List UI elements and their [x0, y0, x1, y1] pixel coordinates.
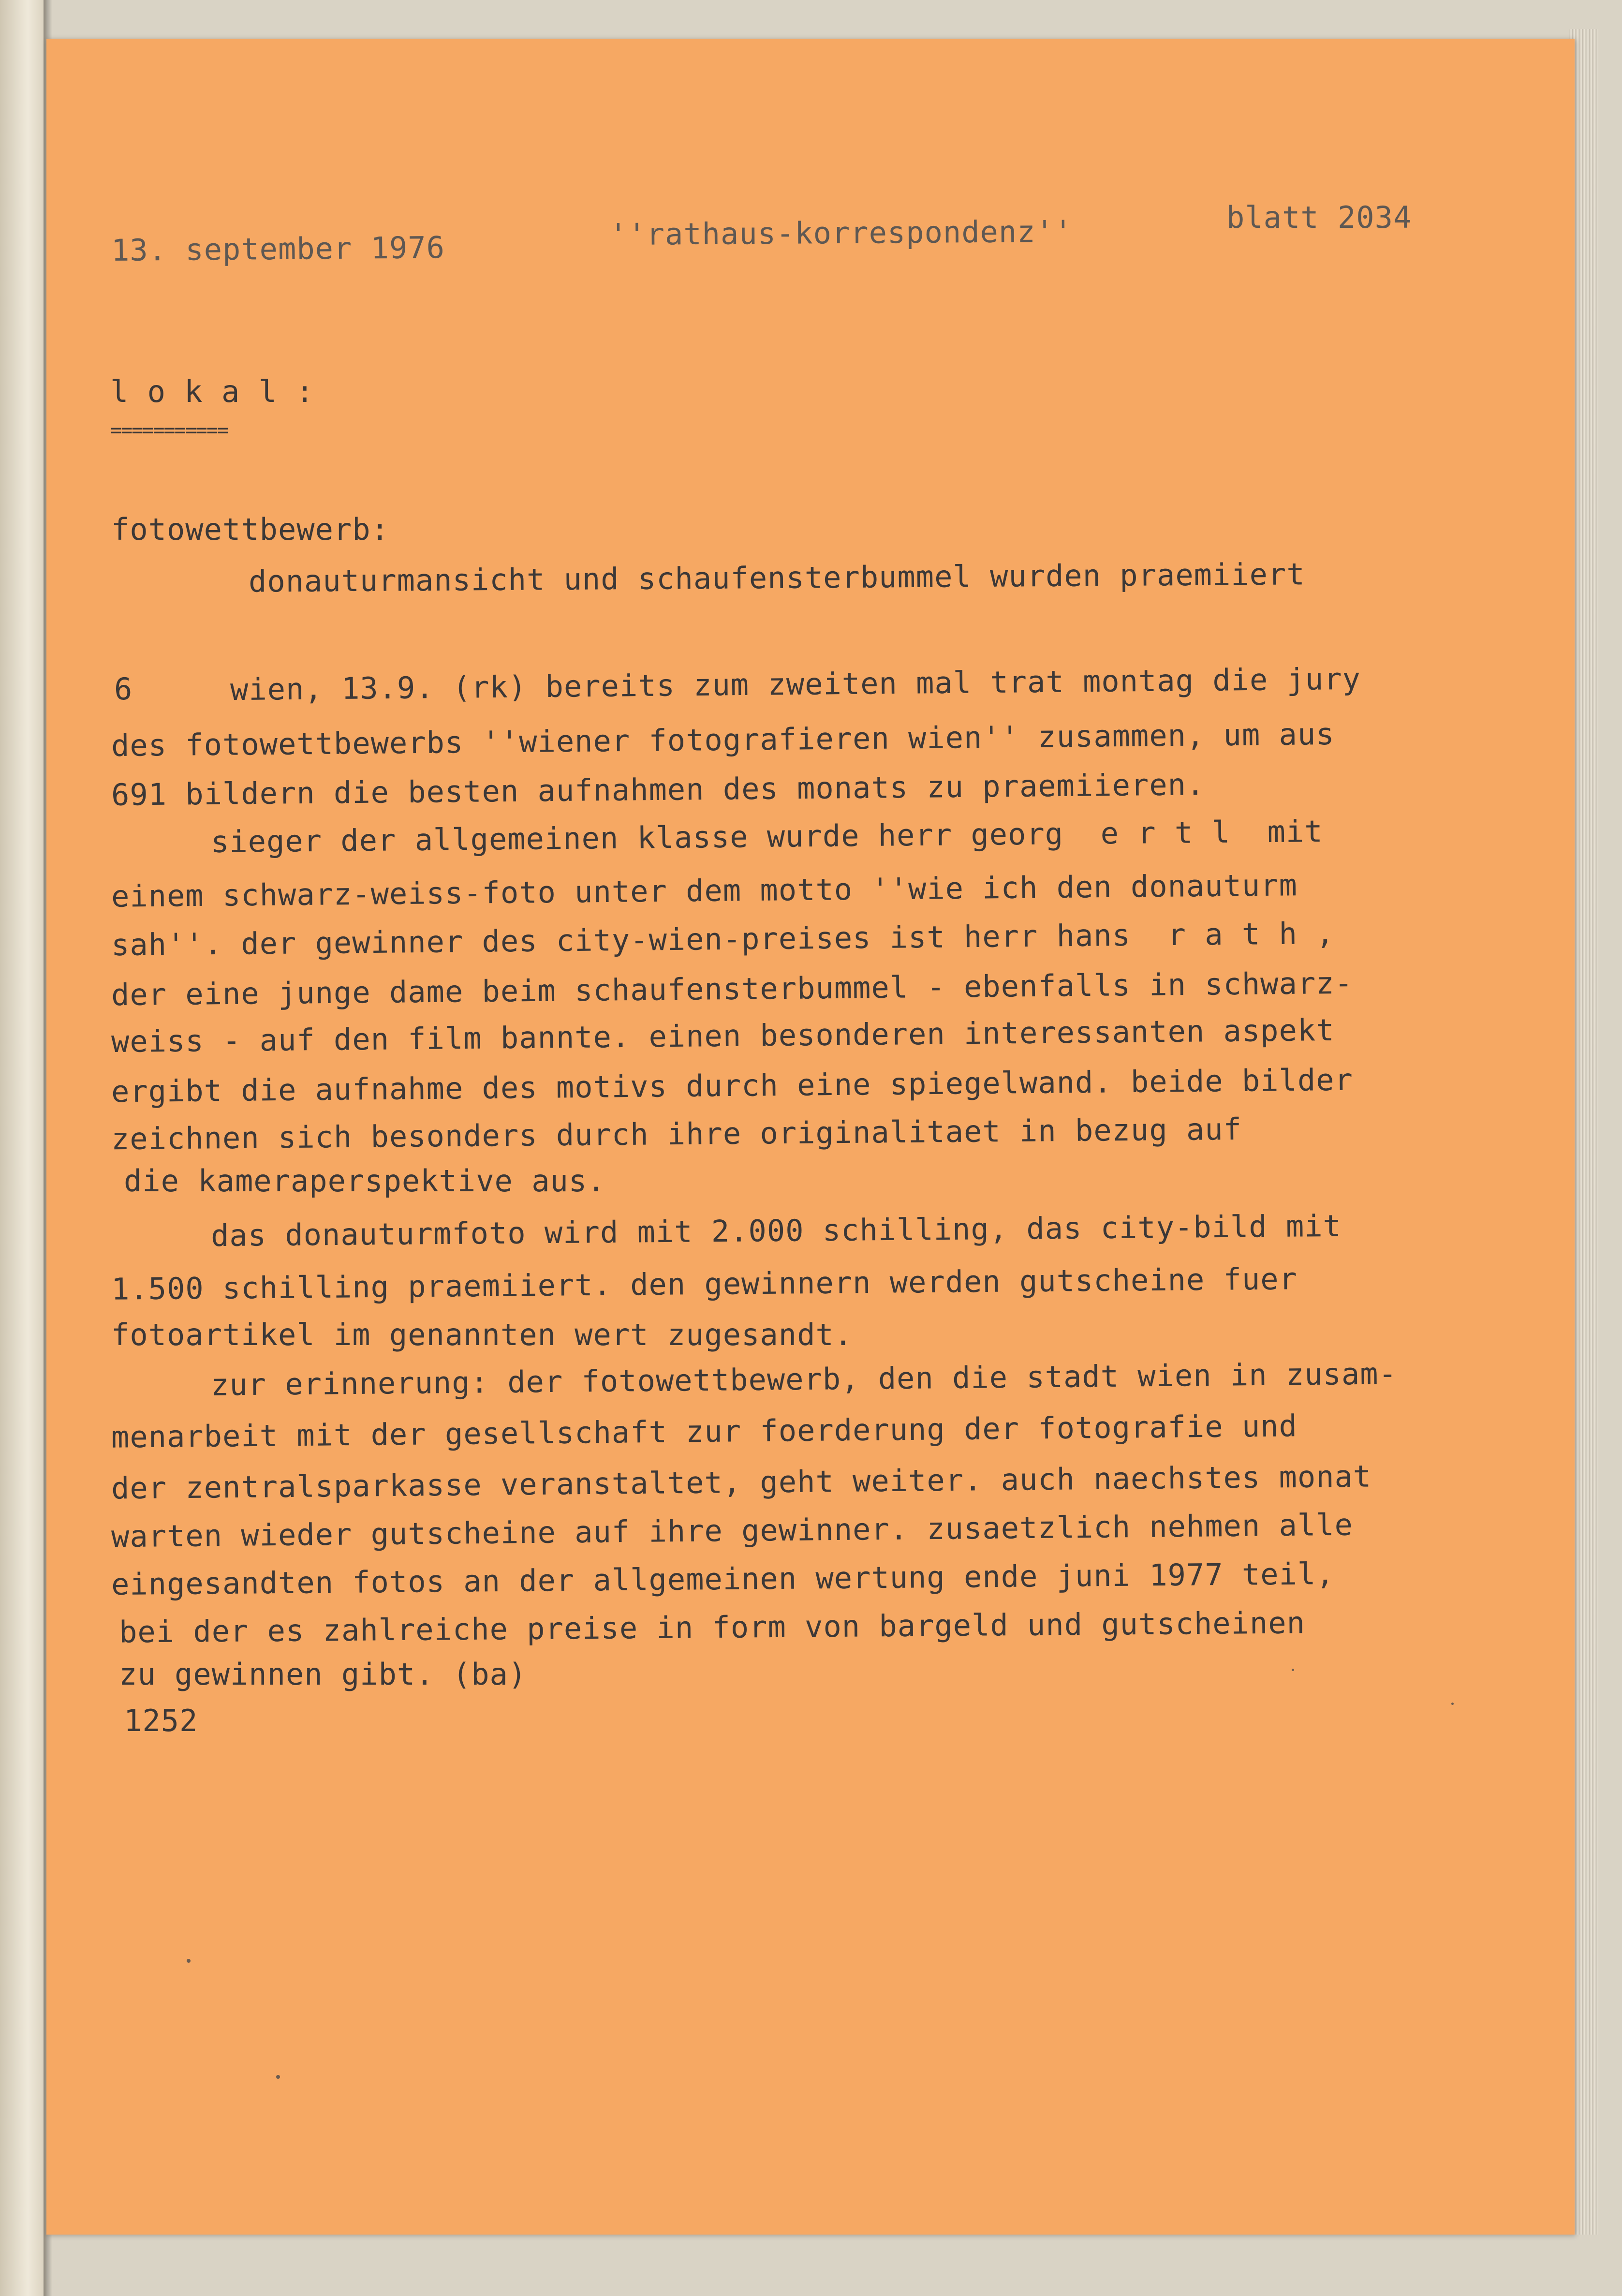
body-line: der zentralsparkasse veranstaltet, geht weiter. auch naechstes monat [111, 1458, 1372, 1506]
body-line: fotoartikel im genannten wert zugesandt. [111, 1317, 853, 1352]
body-line: warten wieder gutscheine auf ihre gewinner. zusaetzlich nehmen alle [111, 1507, 1354, 1555]
body-line: der eine junge dame beim schaufensterbummel - ebenfalls in schwarz- [111, 965, 1354, 1013]
margin-number: 6 [114, 671, 133, 707]
body-line: einem schwarz-weiss-foto unter dem motto ''wie ich den donauturm [111, 867, 1298, 914]
body-line: zur erinnerung: der fotowettbewerb, den die stadt wien in zusam- [210, 1356, 1398, 1403]
body-line: das donauturmfoto wird mit 2.000 schilling, das city-bild mit [210, 1208, 1342, 1254]
paper-speck [1292, 1669, 1294, 1671]
body-line: 1.500 schilling praemiiert. den gewinnern werden gutscheine fuer [111, 1261, 1298, 1307]
paper-speck [1451, 1703, 1454, 1705]
document-sheet [46, 39, 1575, 2235]
body-line: sah''. der gewinner des city-wien-preises ist herr hans r a t h , [111, 915, 1335, 963]
body-line: des fotowettbewerbs ''wiener fotografieren wien'' zusammen, um aus [111, 716, 1335, 764]
article-subheadline: donauturmansicht und schaufensterbummel wurden praemiiert [248, 556, 1305, 599]
paper-speck [187, 1959, 191, 1963]
body-line: 691 bildern die besten aufnahmen des monats zu praemiieren. [111, 767, 1205, 813]
body-line: ergibt die aufnahme des motivs durch eine spiegelwand. beide bilder [111, 1062, 1354, 1110]
body-line: weiss - auf den film bannte. einen besonderen interessanten aspekt [111, 1012, 1335, 1060]
footer-number: 1252 [124, 1703, 198, 1738]
body-line: eingesandten fotos an der allgemeinen wertung ende juni 1977 teil, [111, 1555, 1335, 1602]
body-line: zeichnen sich besonders durch ihre originalitaet in bezug auf [111, 1111, 1242, 1157]
section-underline: =========== [110, 419, 228, 442]
section-label: l o k a l : [110, 374, 314, 409]
body-line: wien, 13.9. (rk) bereits zum zweiten mal trat montag die jury [230, 661, 1361, 708]
header-sheet-number: blatt 2034 [1226, 200, 1412, 235]
body-line: zu gewinnen gibt. (ba) [119, 1657, 527, 1692]
article-headline: fotowettbewerb: [111, 512, 389, 547]
paper-speck [276, 2075, 280, 2079]
body-line: bei der es zahlreiche preise in form von bargeld und gutscheinen [118, 1605, 1306, 1650]
body-line: sieger der allgemeinen klasse wurde herr georg e r t l mit [210, 813, 1323, 860]
body-line: menarbeit mit der gesellschaft zur foerderung der fotografie und [111, 1408, 1298, 1455]
left-page-edge [0, 0, 46, 2296]
header-date: 13. september 1976 [111, 229, 445, 268]
header-publication: ''rathaus-korrespondenz'' [609, 213, 1073, 252]
body-line: die kameraperspektive aus. [124, 1163, 606, 1199]
